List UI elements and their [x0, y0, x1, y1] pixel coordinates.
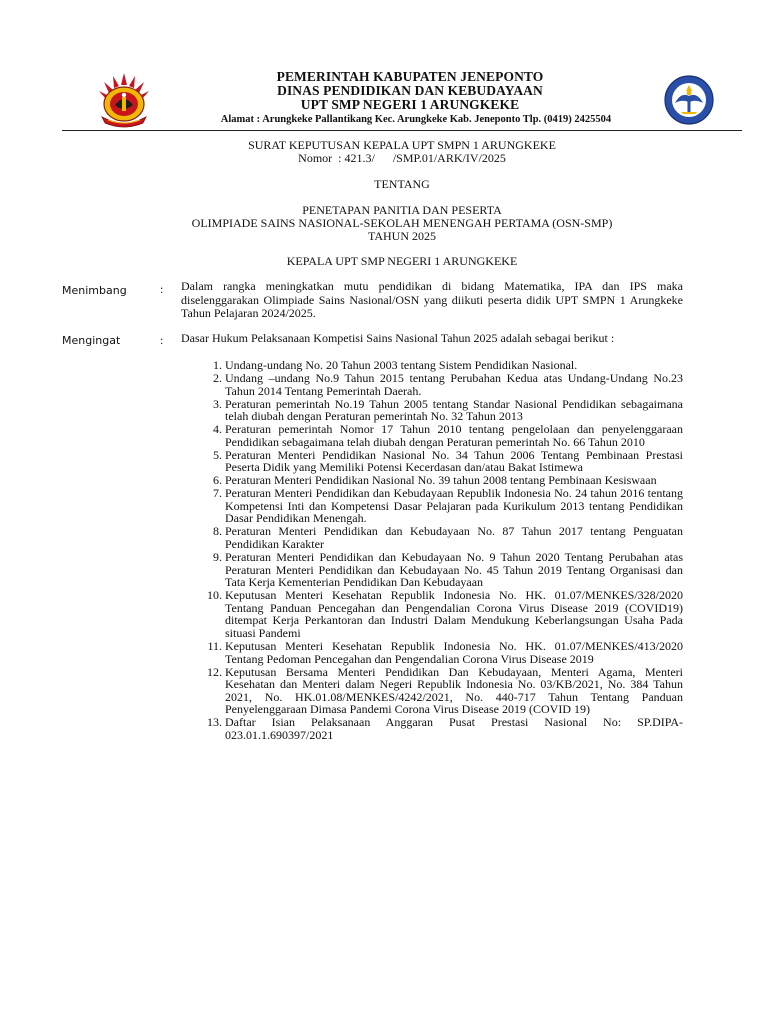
- mengingat-intro: Dasar Hukum Pelaksanaan Kompetisi Sains Nasional Tahun 2025 adalah sebagai berikut :: [181, 331, 615, 345]
- list-item-text: Peraturan Menteri Pendidikan dan Kebudayaan No. 87 Tahun 2017 tentang Penguatan Pendidikan Karakter: [225, 524, 683, 552]
- list-item-number: 1.: [213, 358, 222, 372]
- list-item-text: Daftar Isian Pelaksanaan Anggaran Pusat Prestasi Nasional No: SP.DIPA-023.01.1.690397/2021: [225, 715, 683, 742]
- list-item-text: Peraturan Menteri Pendidikan dan Kebudayaan No. 9 Tahun 2020 Tentang Perubahan atas Peraturan Menteri Pendidikan dan Kebudayaan No. 45 Tahun 2019 Tentang Organisasi dan Tata Kerja Kementerian Pendidikan Dan Kebudayaan: [225, 550, 683, 590]
- list-item-text: Undang –undang No.9 Tahun 2015 tentang Perubahan Kedua atas Undang-Undang No.23 Tahun 2014 Tentang Pemerintah Daerah.: [225, 370, 683, 398]
- mengingat-colon: :: [160, 333, 164, 347]
- tut-wuri-handayani-emblem-icon: [663, 74, 715, 126]
- decree-title: SURAT KEPUTUSAN KEPALA UPT SMPN 1 ARUNGKEKE: [248, 138, 556, 152]
- tentang-heading: TENTANG: [374, 177, 430, 191]
- list-item-text: Keputusan Menteri Kesehatan Republik Indonesia No. HK. 01.07/MENKES/328/2020 Tentang Panduan Pencegahan dan Pengendalian Corona Virus Disease 2019 (COVID19) ditempat Kerja Perkantoran dan Industri Dalam Mendukung Keberlangsungan Usaha Pada situasi Pandemi: [225, 588, 683, 640]
- list-item-text: Undang-undang No. 20 Tahun 2003 tentang Sistem Pendidikan Nasional.: [225, 358, 578, 372]
- decree-subject: [62, 204, 742, 243]
- list-item-number: 12.: [207, 664, 222, 679]
- list-item: [200, 423, 683, 448]
- list-item: [200, 666, 683, 716]
- decree-heading: [62, 139, 742, 165]
- school-name: UPT SMP NEGERI 1 ARUNGKEKE: [300, 97, 520, 112]
- mengingat-label: Mengingat: [62, 334, 121, 347]
- list-item-number: 4.: [213, 422, 222, 437]
- letterhead-text: [160, 70, 660, 127]
- list-item-text: Peraturan pemerintah No.19 Tahun 2005 tentang Standar Nasional Pendidikan sebagaimana telah diubah dengan Peraturan pemerintah No. 32 Tahun 2013: [225, 396, 683, 424]
- list-item: [200, 589, 683, 639]
- department-name: DINAS PENDIDIKAN DAN KEBUDAYAAN: [277, 83, 543, 98]
- list-item-number: 13.: [207, 715, 222, 730]
- legal-basis-list: [200, 359, 683, 742]
- list-item: [200, 474, 683, 487]
- list-item: [200, 449, 683, 474]
- letterhead: [0, 66, 768, 130]
- list-item: [200, 487, 683, 525]
- list-item-text: Peraturan pemerintah Nomor 17 Tahun 2010 tentang pengelolaan dan penyelenggaraan Pendidikan sebagaimana telah diubah dengan Peraturan pemerintah No. 66 Tahun 2010: [225, 422, 683, 449]
- letterhead-divider: [62, 130, 742, 131]
- list-item-number: 3.: [213, 396, 222, 411]
- list-item-number: 11.: [207, 638, 222, 653]
- list-item-text: Keputusan Menteri Kesehatan Republik Indonesia No. HK. 01.07/MENKES/413/2020 Tentang Pedoman Pencegahan dan Pengendalian Corona Virus Disease 2019: [225, 638, 683, 666]
- list-item: [200, 716, 683, 741]
- list-item: [200, 551, 683, 589]
- list-item: [200, 640, 683, 665]
- list-item-number: 2.: [213, 370, 222, 385]
- subject-line-3: TAHUN 2025: [367, 229, 437, 243]
- subject-line-2: OLIMPIADE SAINS NASIONAL-SEKOLAH MENENGAH PERTAMA (OSN-SMP): [191, 216, 613, 230]
- decree-issuer: KEPALA UPT SMP NEGERI 1 ARUNGKEKE: [286, 254, 518, 268]
- menimbang-colon: :: [160, 282, 164, 296]
- list-item: [200, 372, 683, 397]
- list-item-text: Peraturan Menteri Pendidikan Nasional No. 39 tahun 2008 tentang Pembinaan Kesiswaan: [225, 473, 657, 488]
- list-item-text: Peraturan Menteri Pendidikan Nasional No. 34 Tahun 2006 Tentang Pembinaan Prestasi Peserta Didik yang Memiliki Potensi Kecerdasan dan/atau Bakat Istimewa: [225, 447, 683, 475]
- government-name: PEMERINTAH KABUPATEN JENEPONTO: [276, 69, 544, 84]
- list-item-number: 9.: [213, 550, 222, 565]
- menimbang-text: Dalam rangka meningkatkan mutu pendidikan di bidang Matematika, IPA dan IPS maka diselenggarakan Olimpiade Sains Nasional/OSN yang diikuti peserta didik UPT SMPN 1 Arungkeke Tahun Pelajaran 2024/2025.: [181, 279, 683, 321]
- menimbang-label: Menimbang: [62, 284, 127, 297]
- list-item-text: Peraturan Menteri Pendidikan dan Kebudayaan Republik Indonesia No. 24 tahun 2016 tentang Kompetensi Inti dan Kompetensi Dasar Pelajaran pada Kurikulum 2013 tentang Pendidikan Dasar Pendidikan Menengah.: [225, 486, 683, 526]
- list-item-number: 10.: [207, 588, 222, 603]
- school-address: Alamat : Arungkeke Pallantikang Kec. Arungkeke Kab. Jeneponto Tlp. (0419) 2425504: [220, 114, 612, 125]
- list-item: [200, 398, 683, 423]
- list-item: [200, 525, 683, 550]
- subject-line-1: PENETAPAN PANITIA DAN PESERTA: [302, 203, 502, 217]
- list-item-number: 5.: [213, 447, 222, 462]
- decree-number: Nomor : 421.3/ /SMP.01/ARK/IV/2025: [298, 151, 506, 165]
- list-item-text: Keputusan Bersama Menteri Pendidikan Dan Kebudayaan, Menteri Agama, Menteri Kesehatan dan Menteri dalam Negeri Republik Indonesia No. 03/KB/2021, No. 384 Tahun 2021, No. HK.01.08/MENKES/4242/2021, No. 440-717 Tahun Tentang Panduan Penyelenggaraan Dimasa Pandemi Corona Virus Disease 2019 (COVID 19): [225, 664, 683, 717]
- list-item-number: 7.: [213, 486, 222, 501]
- jeneponto-regency-emblem-icon: [93, 71, 155, 129]
- list-item: [200, 359, 683, 372]
- list-item-number: 6.: [213, 473, 222, 488]
- list-item-number: 8.: [213, 524, 222, 539]
